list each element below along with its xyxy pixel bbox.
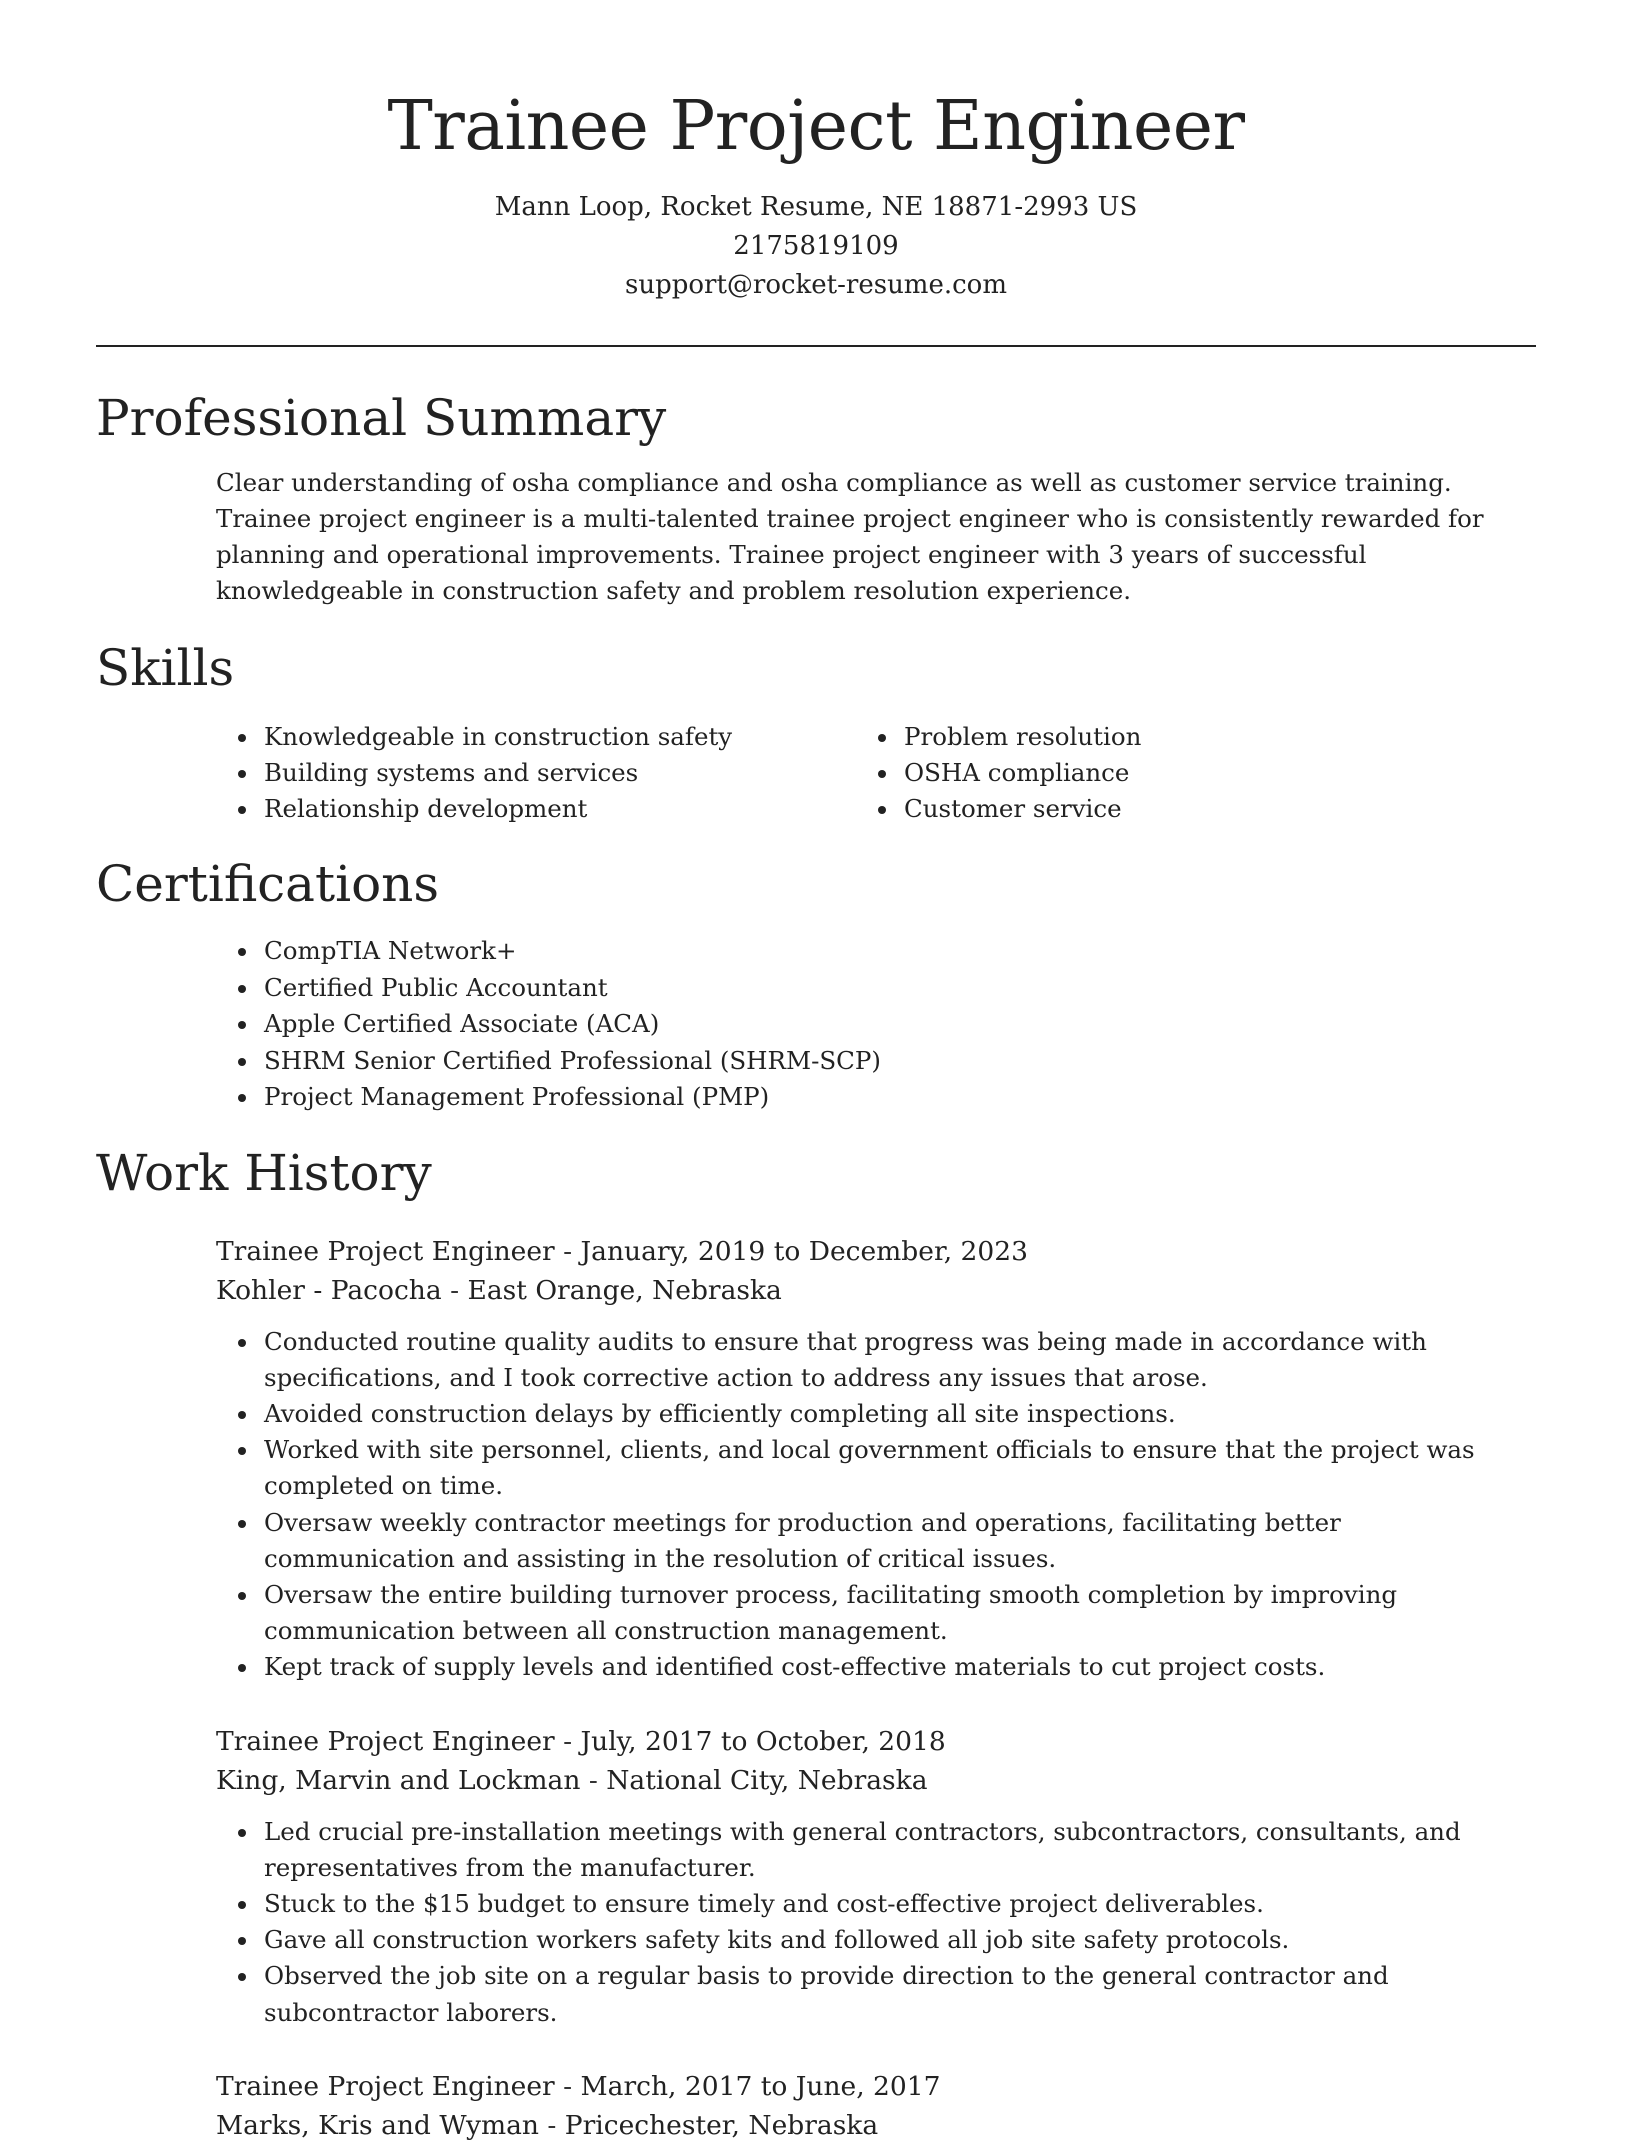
job-company-line: King, Marvin and Lockman - National City, Nebraska <box>216 1764 928 1796</box>
skills-heading: Skills <box>96 639 235 697</box>
job-bullets <box>216 1814 1536 2031</box>
job-dates: March, 2017 to June, 2017 <box>580 2070 941 2102</box>
skill-item: • Problem resolution <box>900 719 1386 755</box>
job-bullet: • Led crucial pre-installation meetings with general contractors, subcontractors, consultants, and representatives from the manufacturer. <box>260 1814 1536 1886</box>
certifications-heading: Certifications <box>96 855 440 913</box>
job-title-line: Trainee Project Engineer - January, 2019 to December, 2023 <box>216 1235 1029 1267</box>
summary-text: Clear understanding of osha compliance and osha compliance as well as customer service training. Trainee project engineer is a multi-talented trainee project engineer who is consistently rewarded for planning and operational improvements. Trainee project engineer with 3 years of successful knowledgeable in construction safety and problem resolution experience. <box>216 468 1484 605</box>
job-company-line: Kohler - Pacocha - East Orange, Nebraska <box>216 1274 782 1306</box>
job-company: Marks, Kris and Wyman <box>216 2109 539 2141</box>
job-bullet: • Oversaw weekly contractor meetings for production and operations, facilitating better communication and assisting in the resolution of critical issues. <box>260 1505 1536 1577</box>
skill-item: • Customer service <box>900 791 1386 827</box>
skills-column-left <box>96 719 746 827</box>
job-bullet: • Oversaw the entire building turnover process, facilitating smooth completion by improving communication between all construction management. <box>260 1577 1536 1649</box>
job-bullet: • Observed the job site on a regular basis to provide direction to the general contractor and subcontractor laborers. <box>260 1958 1536 2030</box>
job-location: National City, Nebraska <box>606 1764 928 1796</box>
resume-page <box>96 0 1536 2145</box>
skill-item: • OSHA compliance <box>900 755 1386 791</box>
job-location: Pricechester, Nebraska <box>564 2109 879 2141</box>
job-company: Kohler - Pacocha <box>216 1274 442 1306</box>
header-divider <box>96 345 1536 347</box>
job-company-line: Marks, Kris and Wyman - Pricechester, Nebraska <box>216 2109 879 2141</box>
job-role: Trainee Project Engineer <box>216 2070 555 2102</box>
contact-address: Mann Loop, Rocket Resume, NE 18871-2993 US <box>494 192 1138 222</box>
summary-heading: Professional Summary <box>96 389 667 447</box>
certification-item: • Certified Public Accountant <box>260 970 1536 1007</box>
job-entry <box>216 1722 1536 1800</box>
skill-item: • Building systems and services <box>260 755 746 791</box>
work-history-heading: Work History <box>96 1143 432 1202</box>
resume-name: Trainee Project Engineer <box>387 87 1245 166</box>
job-bullet: • Stuck to the $15 budget to ensure timely and cost-effective project deliverables. <box>260 1886 1536 1922</box>
certification-item: • CompTIA Network+ <box>260 933 1536 970</box>
skills-list <box>96 719 1536 827</box>
job-entry <box>216 1232 1536 1310</box>
job-bullets <box>216 1324 1536 1686</box>
job-dates: July, 2017 to October, 2018 <box>580 1725 946 1757</box>
certification-item: • Apple Certified Associate (ACA) <box>260 1006 1536 1043</box>
certifications-list <box>96 933 1536 1116</box>
job-location: East Orange, Nebraska <box>467 1274 782 1306</box>
contact-email: support@rocket-resume.com <box>624 270 1007 300</box>
job-entry <box>216 2067 1536 2145</box>
job-bullet: • Conducted routine quality audits to ensure that progress was being made in accordance with specifications, and I took corrective action to address any issues that arose. <box>260 1324 1536 1396</box>
job-bullet: • Kept track of supply levels and identified cost-effective materials to cut project costs. <box>260 1649 1536 1685</box>
job-role: Trainee Project Engineer <box>216 1725 555 1757</box>
job-dates: January, 2019 to December, 2023 <box>580 1235 1029 1267</box>
skills-column-right <box>746 719 1386 827</box>
job-title-line: Trainee Project Engineer - July, 2017 to October, 2018 <box>216 1725 946 1757</box>
job-bullet: • Avoided construction delays by efficiently completing all site inspections. <box>260 1396 1536 1432</box>
job-role: Trainee Project Engineer <box>216 1235 555 1267</box>
certification-item: • SHRM Senior Certified Professional (SHRM-SCP) <box>260 1043 1536 1080</box>
certification-item: • Project Management Professional (PMP) <box>260 1079 1536 1116</box>
contact-phone: 2175819109 <box>733 231 899 261</box>
contact-block <box>96 188 1536 305</box>
job-company: King, Marvin and Lockman <box>216 1764 581 1796</box>
job-bullet: • Gave all construction workers safety kits and followed all job site safety protocols. <box>260 1922 1536 1958</box>
job-title-line: Trainee Project Engineer - March, 2017 to June, 2017 <box>216 2070 941 2102</box>
skill-item: • Relationship development <box>260 791 746 827</box>
skill-item: • Knowledgeable in construction safety <box>260 719 746 755</box>
job-bullet: • Worked with site personnel, clients, and local government officials to ensure that the project was completed on time. <box>260 1432 1536 1504</box>
